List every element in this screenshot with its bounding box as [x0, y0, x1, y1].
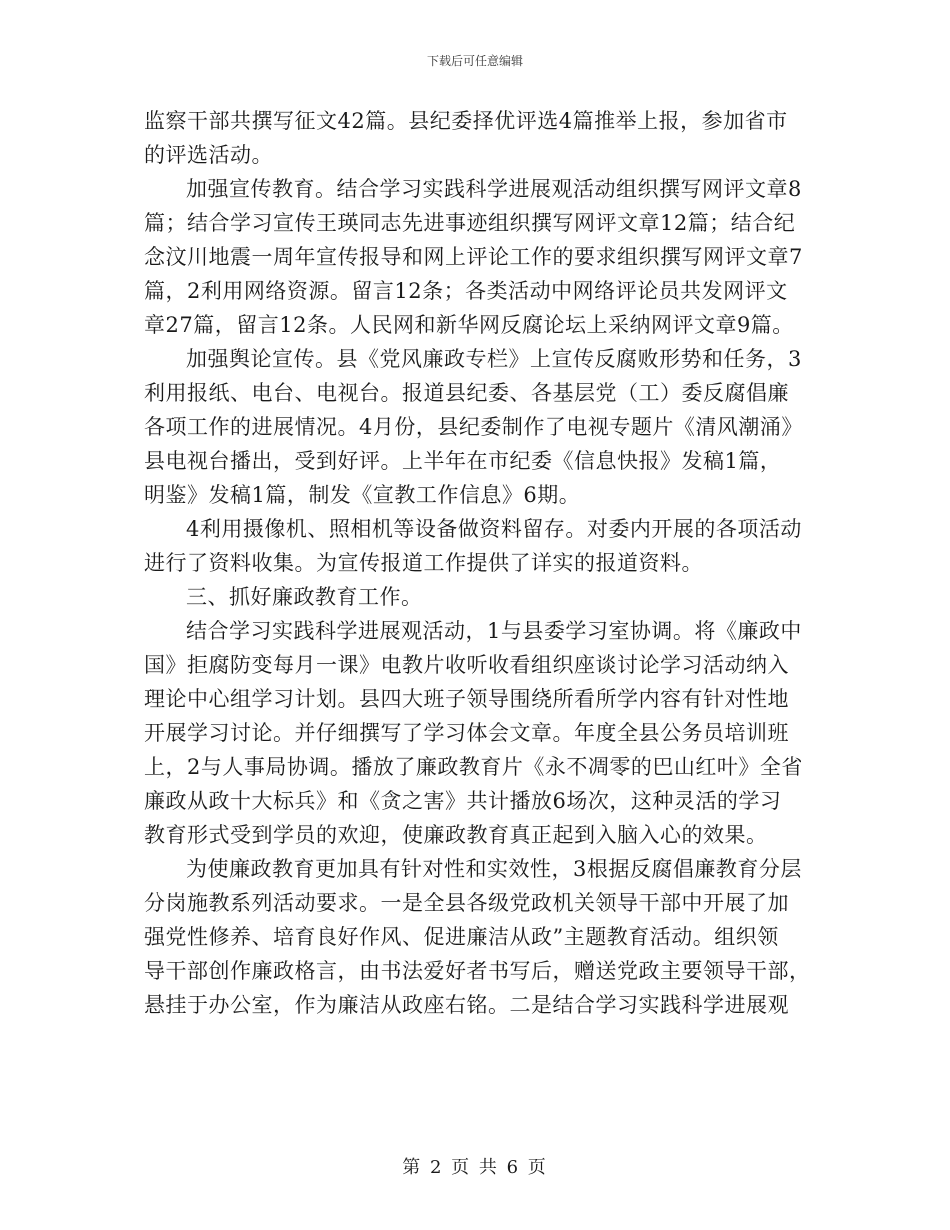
text-line: 上，2与人事局协调。播放了廉政教育片《永不凋零的巴山红叶》全省 — [144, 755, 803, 779]
page-number-footer: 第 2 页 共 6 页 — [402, 1157, 548, 1178]
text-line: 监察干部共撰写征文42篇。县纪委择优评选4篇推举上报，参加省市 — [144, 109, 788, 133]
page-header: 下载后可任意编辑 — [426, 54, 523, 68]
text-line: 念汶川地震一周年宣传报导和网上评论工作的要求组织撰写网评文章7 — [144, 245, 803, 269]
text-line: 强党性修养、培育良好作风、促进廉洁从政”主题教育活动。组织领 — [144, 925, 779, 949]
text-line: 进行了资料收集。为宣传报道工作提供了详实的报道资料。 — [144, 551, 703, 575]
text-line: 分岗施教系列活动要求。一是全县各级党政机关领导干部中开展了加 — [144, 891, 789, 915]
text-line: 开展学习讨论。并仔细撰写了学习体会文章。年度全县公务员培训班 — [144, 721, 789, 745]
text-line: 的评选活动。 — [144, 143, 273, 167]
text-line: 结合学习实践科学进展观活动，1与县委学习室协调。将《廉政中 — [186, 619, 802, 643]
text-line: 篇，2利用网络资源。留言12条；各类活动中网络评论员共发网评文 — [144, 279, 788, 303]
text-line: 明鉴》发稿1篇，制发《宣教工作信息》6期。 — [144, 483, 581, 507]
text-line: 教育形式受到学员的欢迎，使廉政教育真正起到入脑入心的效果。 — [144, 823, 768, 847]
text-line: 章27篇，留言12条。人民网和新华网反腐论坛上采纳网评文章9篇。 — [144, 313, 794, 337]
text-line: 悬挂于办公室，作为廉洁从政座右铭。二是结合学习实践科学进展观 — [144, 993, 789, 1017]
text-line: 利用报纸、电台、电视台。报道县纪委、各基层党（工）委反腐倡廉 — [144, 381, 789, 405]
text-line: 篇；结合学习宣传王瑛同志先进事迹组织撰写网评文章12篇；结合纪 — [144, 211, 796, 235]
text-line: 加强舆论宣传。县《党风廉政专栏》上宣传反腐败形势和任务，3 — [186, 347, 802, 371]
text-line: 县电视台播出，受到好评。上半年在市纪委《信息快报》发稿1篇， — [144, 449, 782, 473]
text-line: 三、抓好廉政教育工作。 — [186, 585, 423, 609]
text-line: 廉政从政十大标兵》和《贪之害》共计播放6场次，这种灵活的学习 — [144, 789, 782, 813]
text-line: 国》拒腐防变每月一课》电教片收听收看组织座谈讨论学习活动纳入 — [144, 653, 789, 677]
text-line: 为使廉政教育更加具有针对性和实效性，3根据反腐倡廉教育分层 — [186, 857, 802, 881]
text-line: 加强宣传教育。结合学习实践科学进展观活动组织撰写网评文章8 — [186, 177, 802, 201]
text-line: 理论中心组学习计划。县四大班子领导围绕所看所学内容有针对性地 — [144, 687, 789, 711]
document-body — [144, 104, 824, 1022]
text-line: 4利用摄像机、照相机等设备做资料留存。对委内开展的各项活动 — [186, 517, 802, 541]
text-line: 各项工作的进展情况。4月份，县纪委制作了电视专题片《清风潮涌》 — [144, 415, 803, 439]
text-line: 导干部创作廉政格言，由书法爱好者书写后，赠送党政主要领导干部， — [144, 959, 811, 983]
